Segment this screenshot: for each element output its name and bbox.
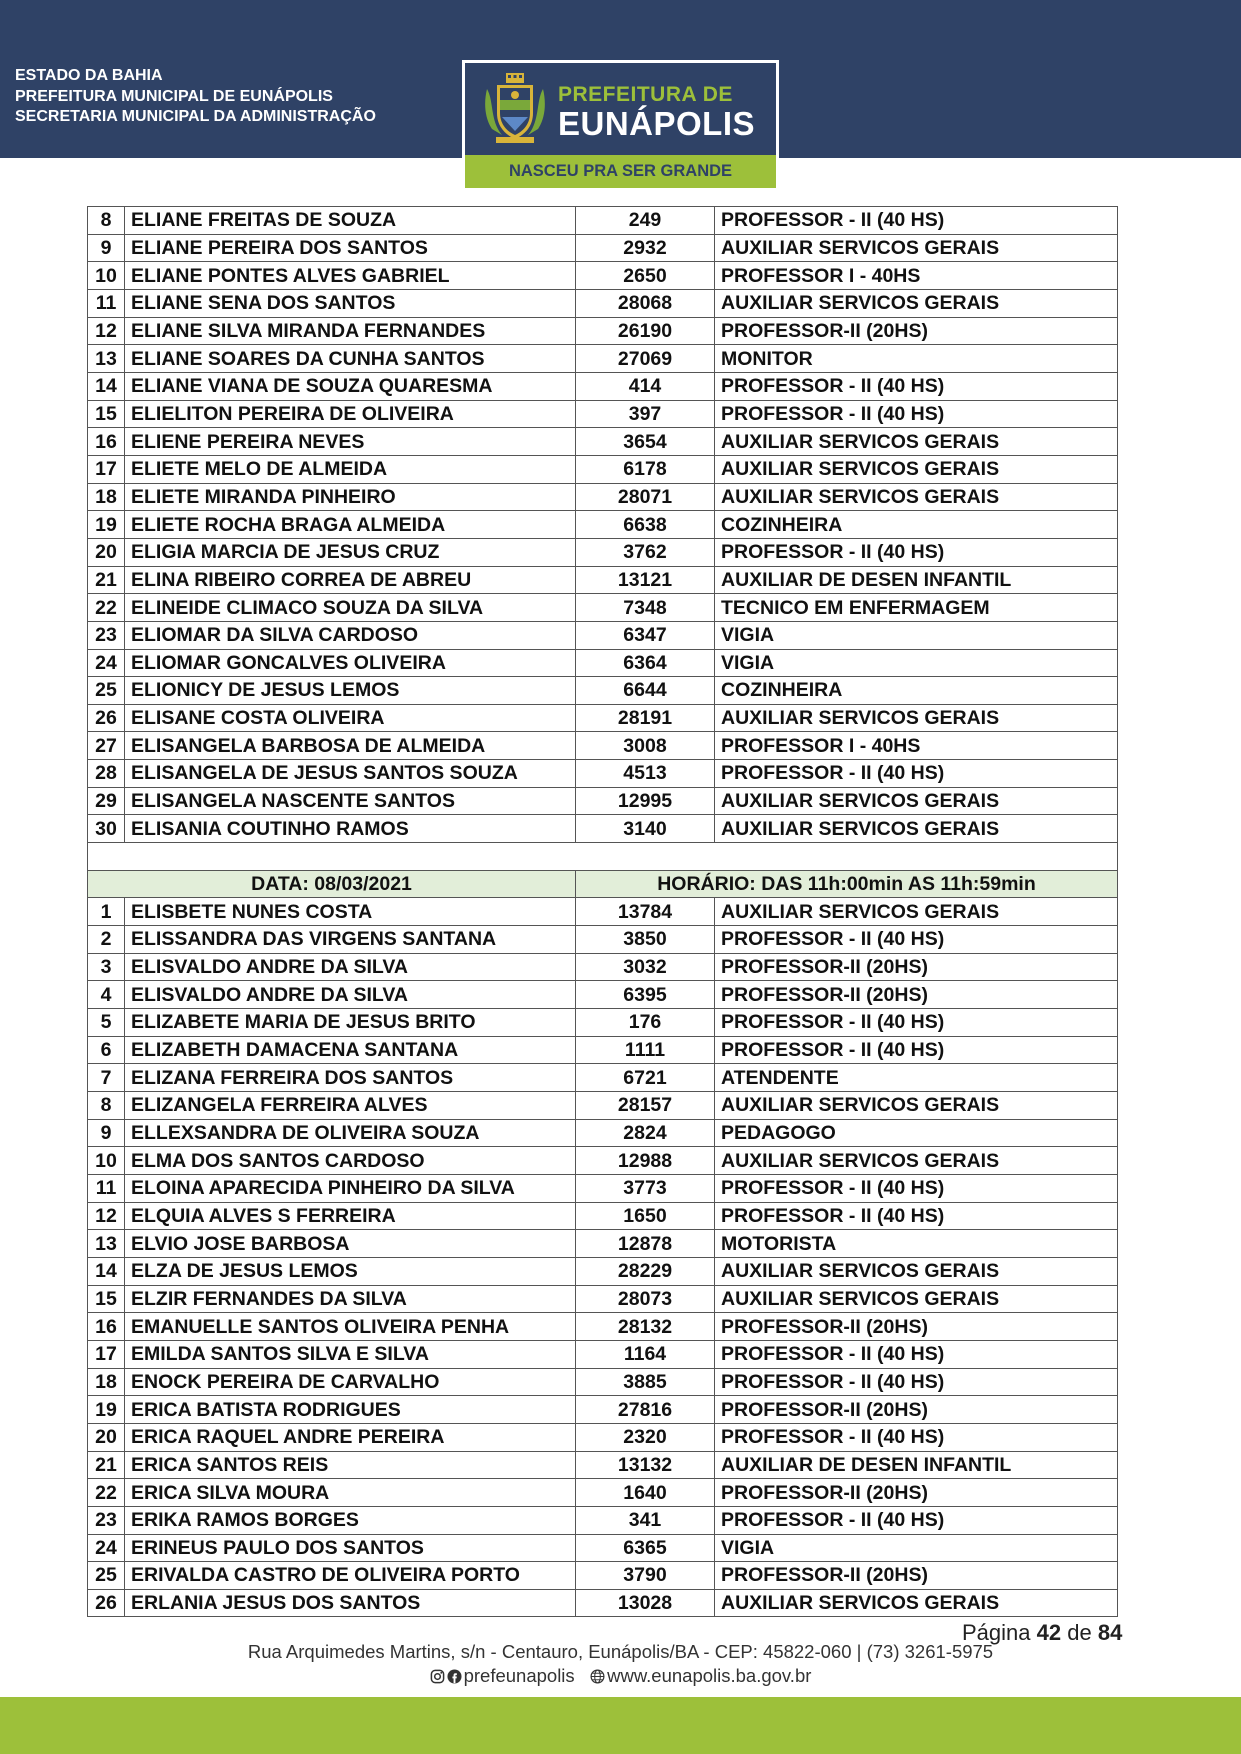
row-number: 1 (88, 898, 125, 926)
row-number: 7 (88, 1064, 125, 1092)
job-title: PROFESSOR - II (40 HS) (715, 926, 1118, 954)
job-title: MONITOR (715, 345, 1118, 373)
row-number: 15 (88, 1285, 125, 1313)
header-prefecture: PREFEITURA MUNICIPAL DE EUNÁPOLIS (15, 87, 333, 105)
row-number: 12 (88, 317, 125, 345)
row-number: 13 (88, 345, 125, 373)
row-number: 30 (88, 815, 125, 843)
registration-number: 2650 (576, 262, 715, 290)
row-number: 13 (88, 1230, 125, 1258)
registration-number: 3654 (576, 428, 715, 456)
job-title: PROFESSOR-II (20HS) (715, 1396, 1118, 1424)
registration-number: 13121 (576, 566, 715, 594)
table-row (88, 594, 1118, 622)
employee-name: ELIZABETE MARIA DE JESUS BRITO (125, 1009, 576, 1037)
employee-name: ELIETE MELO DE ALMEIDA (125, 455, 576, 483)
employee-name: ERINEUS PAULO DOS SANTOS (125, 1534, 576, 1562)
registration-number: 12988 (576, 1147, 715, 1175)
job-title: PROFESSOR - II (40 HS) (715, 538, 1118, 566)
job-title: PROFESSOR - II (40 HS) (715, 400, 1118, 428)
job-title: AUXILIAR SERVICOS GERAIS (715, 815, 1118, 843)
employee-name: ELIONICY DE JESUS LEMOS (125, 677, 576, 705)
employee-name: ELISANIA COUTINHO RAMOS (125, 815, 576, 843)
row-number: 10 (88, 262, 125, 290)
job-title: AUXILIAR SERVICOS GERAIS (715, 704, 1118, 732)
job-title: PROFESSOR - II (40 HS) (715, 1036, 1118, 1064)
registration-number: 2932 (576, 234, 715, 262)
registration-number: 28132 (576, 1313, 715, 1341)
table-row (88, 953, 1118, 981)
table-row (88, 704, 1118, 732)
row-number: 24 (88, 649, 125, 677)
registration-number: 176 (576, 1009, 715, 1037)
row-number: 11 (88, 1174, 125, 1202)
job-title: PROFESSOR I - 40HS (715, 262, 1118, 290)
registration-number: 28157 (576, 1092, 715, 1120)
employee-name: ELINA RIBEIRO CORREA DE ABREU (125, 566, 576, 594)
job-title: VIGIA (715, 621, 1118, 649)
employee-name: ELIENE PEREIRA NEVES (125, 428, 576, 456)
registration-number: 28071 (576, 483, 715, 511)
registration-number: 12878 (576, 1230, 715, 1258)
registration-number: 3032 (576, 953, 715, 981)
registration-number: 26190 (576, 317, 715, 345)
employee-name: ELIOMAR GONCALVES OLIVEIRA (125, 649, 576, 677)
registration-number: 6395 (576, 981, 715, 1009)
employee-name: ELIETE MIRANDA PINHEIRO (125, 483, 576, 511)
table-row (88, 317, 1118, 345)
row-number: 12 (88, 1202, 125, 1230)
row-number: 27 (88, 732, 125, 760)
footer-address: Rua Arquimedes Martins, s/n - Centauro, Eunápolis/BA - CEP: 45822-060 | (73) 3261-5975 (247, 1641, 994, 1662)
job-title: PROFESSOR - II (40 HS) (715, 1174, 1118, 1202)
table-row (88, 1230, 1118, 1258)
job-title: PROFESSOR - II (40 HS) (715, 1423, 1118, 1451)
employee-name: ELIANE PEREIRA DOS SANTOS (125, 234, 576, 262)
table-row (88, 372, 1118, 400)
registration-number: 27069 (576, 345, 715, 373)
row-number: 3 (88, 953, 125, 981)
registration-number: 341 (576, 1506, 715, 1534)
employee-name: ERICA SILVA MOURA (125, 1479, 576, 1507)
employee-name: ELISANGELA BARBOSA DE ALMEIDA (125, 732, 576, 760)
employee-name: ERLANIA JESUS DOS SANTOS (125, 1589, 576, 1617)
employee-name: ELIELITON PEREIRA DE OLIVEIRA (125, 400, 576, 428)
job-title: PROFESSOR-II (20HS) (715, 1479, 1118, 1507)
table-row (88, 1479, 1118, 1507)
row-number: 19 (88, 1396, 125, 1424)
row-number: 26 (88, 704, 125, 732)
header-state: ESTADO DA BAHIA (15, 67, 163, 84)
job-title: AUXILIAR SERVICOS GERAIS (715, 898, 1118, 926)
registration-number: 6638 (576, 511, 715, 539)
registration-number: 28068 (576, 289, 715, 317)
job-title: PROFESSOR-II (20HS) (715, 1562, 1118, 1590)
employee-name: ELIANE FREITAS DE SOUZA (125, 207, 576, 235)
row-number: 28 (88, 760, 125, 788)
job-title: AUXILIAR SERVICOS GERAIS (715, 234, 1118, 262)
employee-name: ELIANE PONTES ALVES GABRIEL (125, 262, 576, 290)
row-number: 14 (88, 1257, 125, 1285)
table-row (88, 207, 1118, 235)
job-title: AUXILIAR DE DESEN INFANTIL (715, 566, 1118, 594)
row-number: 20 (88, 1423, 125, 1451)
row-number: 18 (88, 483, 125, 511)
table-row (88, 898, 1118, 926)
employee-name: ELOINA APARECIDA PINHEIRO DA SILVA (125, 1174, 576, 1202)
registration-number: 12995 (576, 787, 715, 815)
table-row (88, 566, 1118, 594)
job-title: ATENDENTE (715, 1064, 1118, 1092)
table-row (88, 1119, 1118, 1147)
row-number: 26 (88, 1589, 125, 1617)
employee-name: ELMA DOS SANTOS CARDOSO (125, 1147, 576, 1175)
table-row (88, 483, 1118, 511)
job-title: PROFESSOR-II (20HS) (715, 981, 1118, 1009)
employee-name: ELIANE VIANA DE SOUZA QUARESMA (125, 372, 576, 400)
row-number: 29 (88, 787, 125, 815)
registration-number: 1111 (576, 1036, 715, 1064)
registration-number: 3773 (576, 1174, 715, 1202)
employee-name: ELIGIA MARCIA DE JESUS CRUZ (125, 538, 576, 566)
table-row (88, 732, 1118, 760)
job-title: AUXILIAR SERVICOS GERAIS (715, 1589, 1118, 1617)
table-row (88, 345, 1118, 373)
employee-name: ELINEIDE CLIMACO SOUZA DA SILVA (125, 594, 576, 622)
employee-name: ELISVALDO ANDRE DA SILVA (125, 953, 576, 981)
table-row (88, 1396, 1118, 1424)
registration-number: 3008 (576, 732, 715, 760)
row-number: 20 (88, 538, 125, 566)
row-number: 25 (88, 1562, 125, 1590)
job-title: COZINHEIRA (715, 511, 1118, 539)
job-title: AUXILIAR SERVICOS GERAIS (715, 1147, 1118, 1175)
table-row (88, 1174, 1118, 1202)
row-number: 18 (88, 1368, 125, 1396)
job-title: AUXILIAR SERVICOS GERAIS (715, 455, 1118, 483)
row-number: 25 (88, 677, 125, 705)
registration-number: 6721 (576, 1064, 715, 1092)
table-row (88, 677, 1118, 705)
row-number: 21 (88, 566, 125, 594)
registration-number: 7348 (576, 594, 715, 622)
employee-name: ERICA RAQUEL ANDRE PEREIRA (125, 1423, 576, 1451)
table-row (88, 1423, 1118, 1451)
job-title: AUXILIAR SERVICOS GERAIS (715, 1257, 1118, 1285)
table-row (88, 649, 1118, 677)
registration-number: 6347 (576, 621, 715, 649)
employee-name: ELZA DE JESUS LEMOS (125, 1257, 576, 1285)
employee-name: ELIANE SILVA MIRANDA FERNANDES (125, 317, 576, 345)
job-title: PROFESSOR - II (40 HS) (715, 372, 1118, 400)
job-title: AUXILIAR SERVICOS GERAIS (715, 1092, 1118, 1120)
job-title: PROFESSOR - II (40 HS) (715, 760, 1118, 788)
page-total: 84 (1097, 1620, 1123, 1645)
employee-name: ELIANE SOARES DA CUNHA SANTOS (125, 345, 576, 373)
registration-number: 1640 (576, 1479, 715, 1507)
job-title: AUXILIAR SERVICOS GERAIS (715, 483, 1118, 511)
table-row (88, 511, 1118, 539)
table-row (88, 621, 1118, 649)
registration-number: 28073 (576, 1285, 715, 1313)
registration-number: 28191 (576, 704, 715, 732)
table-row (88, 1202, 1118, 1230)
page-of: de (1067, 1620, 1092, 1645)
employee-name: ELISANGELA NASCENTE SANTOS (125, 787, 576, 815)
row-number: 17 (88, 1340, 125, 1368)
page-label: Página (962, 1620, 1031, 1645)
job-title: PROFESSOR - II (40 HS) (715, 1202, 1118, 1230)
logo-line-1: PREFEITURA DE (558, 83, 733, 106)
prefecture-logo (462, 60, 779, 191)
job-title: AUXILIAR SERVICOS GERAIS (715, 289, 1118, 317)
table-row (88, 815, 1118, 843)
spacer-cell (88, 843, 1118, 871)
row-number: 14 (88, 372, 125, 400)
employee-name: ELQUIA ALVES S FERREIRA (125, 1202, 576, 1230)
registration-number: 13784 (576, 898, 715, 926)
employee-name: ELVIO JOSE BARBOSA (125, 1230, 576, 1258)
row-number: 9 (88, 1119, 125, 1147)
spacer-row (88, 843, 1118, 871)
facebook-icon (447, 1667, 462, 1682)
employee-name: ENOCK PEREIRA DE CARVALHO (125, 1368, 576, 1396)
instagram-icon (430, 1667, 445, 1682)
row-number: 8 (88, 207, 125, 235)
job-title: MOTORISTA (715, 1230, 1118, 1258)
registration-number: 6365 (576, 1534, 715, 1562)
job-title: PROFESSOR - II (40 HS) (715, 1009, 1118, 1037)
page-current: 42 (1036, 1620, 1062, 1645)
employee-name: ELISSANDRA DAS VIRGENS SANTANA (125, 926, 576, 954)
registration-number: 6364 (576, 649, 715, 677)
row-number: 22 (88, 594, 125, 622)
employee-name: ELISVALDO ANDRE DA SILVA (125, 981, 576, 1009)
header-secretariat: SECRETARIA MUNICIPAL DA ADMINISTRAÇÃO (15, 108, 376, 125)
table-row (88, 1257, 1118, 1285)
table-row (88, 455, 1118, 483)
website-url: www.eunapolis.ba.gov.br (607, 1665, 812, 1686)
employee-name: ELISANE COSTA OLIVEIRA (125, 704, 576, 732)
table-row (88, 787, 1118, 815)
job-title: AUXILIAR DE DESEN INFANTIL (715, 1451, 1118, 1479)
employee-name: ELISANGELA DE JESUS SANTOS SOUZA (125, 760, 576, 788)
job-title: PROFESSOR-II (20HS) (715, 953, 1118, 981)
globe-icon (590, 1667, 605, 1682)
row-number: 8 (88, 1092, 125, 1120)
registration-number: 3762 (576, 538, 715, 566)
coat-of-arms-icon (484, 73, 546, 147)
table-row (88, 1589, 1118, 1617)
registration-number: 2320 (576, 1423, 715, 1451)
table-row (88, 428, 1118, 456)
registration-number: 397 (576, 400, 715, 428)
table-row (88, 1313, 1118, 1341)
schedule-date: DATA: 08/03/2021 (88, 870, 576, 898)
table-row (88, 1064, 1118, 1092)
employee-name: EMANUELLE SANTOS OLIVEIRA PENHA (125, 1313, 576, 1341)
row-number: 9 (88, 234, 125, 262)
employee-name: ERIKA RAMOS BORGES (125, 1506, 576, 1534)
employee-name: ERICA SANTOS REIS (125, 1451, 576, 1479)
table-row (88, 981, 1118, 1009)
footer-social (0, 1665, 1241, 1687)
table-row (88, 1147, 1118, 1175)
registration-number: 1164 (576, 1340, 715, 1368)
row-number: 21 (88, 1451, 125, 1479)
registration-number: 414 (576, 372, 715, 400)
table-row (88, 760, 1118, 788)
row-number: 6 (88, 1036, 125, 1064)
employee-table (87, 206, 1118, 1617)
row-number: 19 (88, 511, 125, 539)
registration-number: 28229 (576, 1257, 715, 1285)
table-row (88, 1451, 1118, 1479)
table-row (88, 262, 1118, 290)
table-row (88, 538, 1118, 566)
row-number: 15 (88, 400, 125, 428)
employee-name: ELIZANA FERREIRA DOS SANTOS (125, 1064, 576, 1092)
row-number: 22 (88, 1479, 125, 1507)
row-number: 4 (88, 981, 125, 1009)
table-row (88, 289, 1118, 317)
job-title: COZINHEIRA (715, 677, 1118, 705)
table-row (88, 1092, 1118, 1120)
row-number: 10 (88, 1147, 125, 1175)
row-number: 16 (88, 428, 125, 456)
social-handle: prefeunapolis (463, 1665, 575, 1686)
job-title: AUXILIAR SERVICOS GERAIS (715, 428, 1118, 456)
table-row (88, 1009, 1118, 1037)
job-title: PEDAGOGO (715, 1119, 1118, 1147)
employee-name: ELIOMAR DA SILVA CARDOSO (125, 621, 576, 649)
job-title: AUXILIAR SERVICOS GERAIS (715, 1285, 1118, 1313)
row-number: 23 (88, 621, 125, 649)
logo-line-2: EUNÁPOLIS (558, 105, 756, 142)
job-title: PROFESSOR - II (40 HS) (715, 1506, 1118, 1534)
table-row (88, 1534, 1118, 1562)
table-row (88, 1562, 1118, 1590)
employee-name: ELIZABETH DAMACENA SANTANA (125, 1036, 576, 1064)
table-row (88, 1340, 1118, 1368)
registration-number: 3140 (576, 815, 715, 843)
registration-number: 3790 (576, 1562, 715, 1590)
employee-name: ELZIR FERNANDES DA SILVA (125, 1285, 576, 1313)
row-number: 24 (88, 1534, 125, 1562)
job-title: PROFESSOR - II (40 HS) (715, 1368, 1118, 1396)
job-title: PROFESSOR-II (20HS) (715, 1313, 1118, 1341)
job-title: PROFESSOR - II (40 HS) (715, 1340, 1118, 1368)
job-title: VIGIA (715, 1534, 1118, 1562)
employee-name: ELLEXSANDRA DE OLIVEIRA SOUZA (125, 1119, 576, 1147)
employee-name: ELIANE SENA DOS SANTOS (125, 289, 576, 317)
registration-number: 3885 (576, 1368, 715, 1396)
registration-number: 13132 (576, 1451, 715, 1479)
table-row (88, 1036, 1118, 1064)
table-row (88, 234, 1118, 262)
footer-green-band (0, 1697, 1241, 1754)
row-number: 17 (88, 455, 125, 483)
row-number: 5 (88, 1009, 125, 1037)
registration-number: 13028 (576, 1589, 715, 1617)
row-number: 23 (88, 1506, 125, 1534)
job-title: TECNICO EM ENFERMAGEM (715, 594, 1118, 622)
table-row (88, 1285, 1118, 1313)
table-row (88, 926, 1118, 954)
registration-number: 6644 (576, 677, 715, 705)
employee-name: ELIZANGELA FERREIRA ALVES (125, 1092, 576, 1120)
employee-name: ELIETE ROCHA BRAGA ALMEIDA (125, 511, 576, 539)
employee-name: ELISBETE NUNES COSTA (125, 898, 576, 926)
registration-number: 3850 (576, 926, 715, 954)
employee-name: EMILDA SANTOS SILVA E SILVA (125, 1340, 576, 1368)
row-number: 2 (88, 926, 125, 954)
job-title: PROFESSOR - II (40 HS) (715, 207, 1118, 235)
logo-slogan: NASCEU PRA SER GRANDE (465, 155, 776, 188)
registration-number: 4513 (576, 760, 715, 788)
job-title: VIGIA (715, 649, 1118, 677)
schedule-time: HORÁRIO: DAS 11h:00min AS 11h:59min (576, 870, 1118, 898)
table-row (88, 400, 1118, 428)
row-number: 16 (88, 1313, 125, 1341)
registration-number: 27816 (576, 1396, 715, 1424)
schedule-header-row (88, 870, 1118, 898)
table-row (88, 1368, 1118, 1396)
employee-name: ERICA BATISTA RODRIGUES (125, 1396, 576, 1424)
row-number: 11 (88, 289, 125, 317)
registration-number: 1650 (576, 1202, 715, 1230)
registration-number: 249 (576, 207, 715, 235)
employee-name: ERIVALDA CASTRO DE OLIVEIRA PORTO (125, 1562, 576, 1590)
header-text (15, 66, 376, 128)
registration-number: 2824 (576, 1119, 715, 1147)
table-row (88, 1506, 1118, 1534)
job-title: PROFESSOR-II (20HS) (715, 317, 1118, 345)
job-title: PROFESSOR I - 40HS (715, 732, 1118, 760)
job-title: AUXILIAR SERVICOS GERAIS (715, 787, 1118, 815)
registration-number: 6178 (576, 455, 715, 483)
